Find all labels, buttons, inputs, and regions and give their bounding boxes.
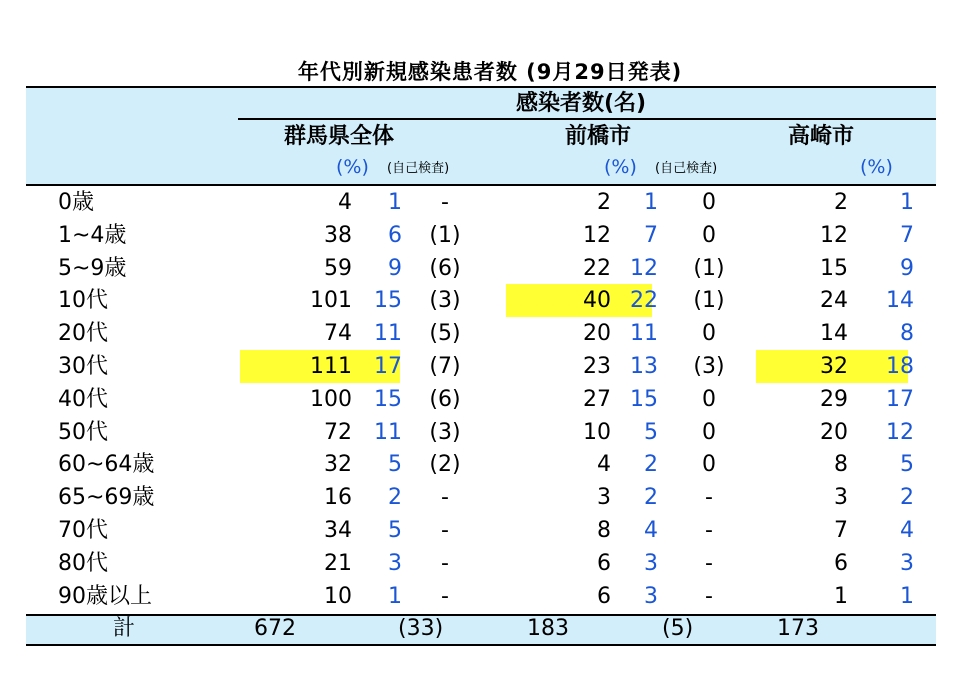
self-test-header-maebashi: (自己検査) (655, 161, 718, 176)
cell-t: 14 (820, 321, 848, 347)
cell-mp: 3 (644, 583, 658, 609)
table-row (26, 580, 936, 613)
cell-gs: - (441, 190, 449, 215)
cell-t: 12 (820, 222, 848, 248)
pct-header-takasaki: (%) (860, 156, 893, 178)
cell-tp: 1 (900, 190, 914, 215)
cell-t: 8 (834, 452, 848, 478)
cell-gs: (6) (429, 255, 461, 281)
cell-mp: 2 (644, 485, 658, 511)
cell-gp: 5 (388, 518, 402, 543)
cell-gs: - (441, 550, 449, 576)
row-label: 20代 (58, 321, 108, 347)
cell-tp: 1 (900, 583, 914, 609)
cell-gs: (3) (429, 288, 461, 314)
table-row (26, 481, 936, 514)
cell-m: 8 (597, 518, 611, 543)
cell-m: 23 (583, 354, 611, 379)
cell-ms: 0 (702, 452, 716, 478)
cell-ms: - (705, 518, 713, 543)
cell-mp: 22 (630, 288, 658, 314)
cell-t: 6 (834, 550, 848, 576)
total-label: 計 (113, 616, 136, 641)
cell-m: 12 (583, 222, 611, 248)
cell-mp: 2 (644, 452, 658, 478)
table-row (26, 317, 936, 350)
cell-tp: 4 (900, 518, 914, 543)
cell-ms: (3) (693, 354, 725, 379)
self-test-header-gunma: (自己検査) (387, 161, 450, 176)
row-label: 70代 (58, 518, 108, 543)
cell-gp: 6 (388, 222, 402, 248)
cell-g: 4 (338, 190, 352, 215)
cell-tp: 14 (886, 288, 914, 314)
cell-ms: (1) (693, 288, 725, 314)
cell-gs: (7) (429, 354, 461, 379)
row-label: 80代 (58, 550, 108, 576)
cell-ms: - (705, 485, 713, 511)
cell-gs: - (441, 485, 449, 511)
cell-mp: 11 (630, 321, 658, 347)
table-row (26, 448, 936, 481)
table-row (26, 186, 936, 219)
cell-t: 15 (820, 255, 848, 281)
cell-gs: - (441, 518, 449, 543)
cell-tp: 18 (886, 354, 914, 379)
table-row (26, 252, 936, 285)
row-label: 60~64歳 (58, 452, 155, 478)
cell-ms: 0 (702, 321, 716, 347)
header-divider (238, 118, 936, 120)
table-row (26, 219, 936, 252)
row-label: 5~9歳 (58, 255, 127, 281)
row-label: 10代 (58, 288, 108, 314)
cell-t: 32 (820, 354, 848, 379)
cell-g: 34 (324, 518, 352, 543)
table-row (26, 416, 936, 449)
cell-tp: 17 (886, 386, 914, 412)
cell-m: 2 (597, 190, 611, 215)
cell-mp: 5 (644, 419, 658, 445)
cell-m: 3 (597, 485, 611, 511)
cell-mp: 3 (644, 550, 658, 576)
cell-tp: 12 (886, 419, 914, 445)
cell-tp: 2 (900, 485, 914, 511)
cell-mp: 13 (630, 354, 658, 379)
cell-gs: (2) (429, 452, 461, 478)
cell-gp: 1 (388, 583, 402, 609)
cell-gp: 11 (374, 321, 402, 347)
cell-g: 32 (324, 452, 352, 478)
cell-gs: (3) (429, 419, 461, 445)
cell-ms: - (705, 550, 713, 576)
cell-tp: 7 (900, 222, 914, 248)
cell-tp: 3 (900, 550, 914, 576)
cell-g: 21 (324, 550, 352, 576)
table-title: 年代別新規感染患者数 (9月29日発表) (297, 60, 683, 84)
cell-ms: 0 (702, 222, 716, 248)
cell-ms: - (705, 583, 713, 609)
cell-ms: 0 (702, 190, 716, 215)
row-label: 30代 (58, 354, 108, 379)
cell-t: 1 (834, 583, 848, 609)
cell-t: 3 (834, 485, 848, 511)
pct-header-maebashi: (%) (604, 156, 637, 178)
cell-mp: 4 (644, 518, 658, 543)
cell-gp: 17 (374, 354, 402, 379)
cell-m: 40 (583, 288, 611, 314)
area-header-gunma: 群馬県全体 (284, 124, 395, 149)
cell-m: 22 (583, 255, 611, 281)
row-label: 50代 (58, 419, 108, 445)
cell-gp: 3 (388, 550, 402, 576)
cell-t: 24 (820, 288, 848, 314)
cell-g: 38 (324, 222, 352, 248)
cell-mp: 1 (644, 190, 658, 215)
cell-m: 20 (583, 321, 611, 347)
row-label: 40代 (58, 386, 108, 412)
cell-tp: 9 (900, 255, 914, 281)
cell-t: 7 (834, 518, 848, 543)
cell-gs: - (441, 583, 449, 609)
area-header-takasaki: 高崎市 (788, 124, 855, 149)
row-label: 90歳以上 (58, 583, 152, 609)
cell-g: 111 (310, 354, 352, 379)
total-takasaki: 173 (777, 616, 819, 641)
cell-gs: (6) (429, 386, 461, 412)
pct-header-gunma: (%) (336, 156, 369, 178)
cell-ms: (1) (693, 255, 725, 281)
cell-gp: 1 (388, 190, 402, 215)
cell-g: 59 (324, 255, 352, 281)
cell-gp: 5 (388, 452, 402, 478)
table-row (26, 383, 936, 416)
cell-g: 74 (324, 321, 352, 347)
cell-mp: 15 (630, 386, 658, 412)
table-row (26, 284, 936, 317)
total-gunma-self: (33) (398, 616, 444, 641)
table-row (26, 514, 936, 547)
cell-gp: 15 (374, 288, 402, 314)
cell-mp: 12 (630, 255, 658, 281)
cell-gs: (5) (429, 321, 461, 347)
total-maebashi: 183 (527, 616, 569, 641)
cell-tp: 8 (900, 321, 914, 347)
table-row (26, 547, 936, 580)
cell-tp: 5 (900, 452, 914, 478)
cell-m: 6 (597, 583, 611, 609)
cell-g: 100 (310, 386, 352, 412)
total-maebashi-self: (5) (662, 616, 694, 641)
cell-gp: 11 (374, 419, 402, 445)
cell-g: 72 (324, 419, 352, 445)
row-label: 0歳 (58, 190, 94, 215)
cell-m: 4 (597, 452, 611, 478)
row-label: 1~4歳 (58, 222, 127, 248)
row-label: 65~69歳 (58, 485, 155, 511)
cell-gp: 15 (374, 386, 402, 412)
cell-g: 10 (324, 583, 352, 609)
cell-m: 6 (597, 550, 611, 576)
cell-t: 29 (820, 386, 848, 412)
cell-ms: 0 (702, 386, 716, 412)
cell-t: 20 (820, 419, 848, 445)
cell-m: 10 (583, 419, 611, 445)
table-row (26, 350, 936, 383)
cell-g: 101 (310, 288, 352, 314)
cell-gp: 2 (388, 485, 402, 511)
total-gunma: 672 (254, 616, 296, 641)
cell-t: 2 (834, 190, 848, 215)
cell-m: 27 (583, 386, 611, 412)
cell-g: 16 (324, 485, 352, 511)
cell-mp: 7 (644, 222, 658, 248)
group-header: 感染者数(名) (516, 91, 647, 116)
cell-gs: (1) (429, 222, 461, 248)
cell-gp: 9 (388, 255, 402, 281)
area-header-maebashi: 前橋市 (565, 124, 632, 149)
cell-ms: 0 (702, 419, 716, 445)
